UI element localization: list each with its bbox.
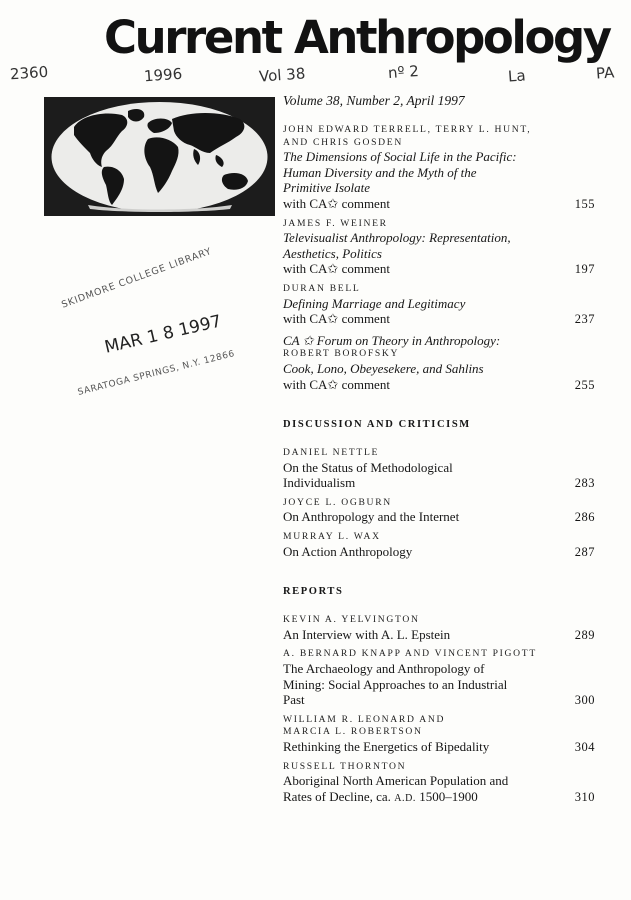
toc-entry (283, 714, 603, 756)
toc-author: ROBERT BOROFSKY (283, 348, 400, 360)
library-stamp-place: SARATOGA SPRINGS, N.Y. 12866 (76, 349, 236, 398)
handwritten-volume: Vol 38 (258, 64, 306, 86)
toc-title: An Interview with A. L. Epstein (283, 626, 451, 642)
journal-masthead: Current Anthropology (104, 11, 610, 64)
toc-entry (283, 531, 603, 560)
toc-page-number: 287 (574, 544, 595, 559)
handwritten-call-number: 2360 (9, 62, 49, 84)
toc-comment-note: with CA✩ comment (283, 311, 390, 327)
toc-author: DURAN BELL (283, 282, 361, 294)
toc-title: Individualism (283, 475, 356, 491)
toc-title: On Anthropology and the Internet (283, 509, 460, 525)
toc-author: JAMES F. WEINER (283, 217, 388, 229)
toc-entry (283, 761, 603, 807)
world-map-logo (44, 97, 275, 216)
toc-author: JOYCE L. OGBURN (283, 496, 392, 508)
section-heading-discussion: DISCUSSION AND CRITICISM (283, 419, 471, 431)
toc-author: JOHN EDWARD TERRELL, TERRY L. HUNT, (283, 124, 532, 135)
toc-title-line (283, 789, 478, 807)
toc-author: A. BERNARD KNAPP AND VINCENT PIGOTT (283, 648, 537, 660)
toc-title: On the Status of Methodological (283, 459, 453, 475)
toc-page-number: 300 (574, 693, 595, 708)
toc-title: Primitive Isolate (283, 180, 371, 196)
toc-author: MURRAY L. WAX (283, 531, 381, 543)
toc-entry (283, 447, 603, 492)
toc-title: Aboriginal North American Population and (283, 773, 509, 789)
toc-author: AND CHRIS GOSDEN (283, 136, 403, 148)
toc-title-part: 1500–1900 (416, 788, 478, 804)
toc-entry (283, 497, 603, 526)
forum-heading: CA ✩ Forum on Theory in Anthropology: (283, 332, 501, 348)
toc-author: MARCIA L. ROBERTSON (283, 726, 423, 738)
toc-entry (283, 218, 603, 278)
toc-comment-note: with CA✩ comment (283, 195, 390, 211)
library-stamp-date: MAR 1 8 1997 (102, 311, 224, 358)
handwritten-mark-pa: PA (595, 63, 615, 83)
toc-author: KEVIN A. YELVINGTON (283, 614, 420, 626)
toc-entry (283, 283, 603, 328)
toc-entry (283, 614, 603, 643)
library-stamp-name: SKIDMORE COLLEGE LIBRARY (60, 245, 214, 311)
toc-page-number: 304 (574, 740, 595, 754)
toc-title: Televisualist Anthropology: Representation, (283, 230, 511, 246)
toc-author: RUSSELL THORNTON (283, 760, 407, 772)
toc-comment-note: with CA✩ comment (283, 376, 390, 392)
toc-entry (283, 648, 603, 708)
toc-title: Rethinking the Energetics of Bipedality (283, 739, 490, 754)
toc-title: Past (283, 692, 305, 708)
toc-author: DANIEL NETTLE (283, 447, 380, 459)
toc-forum-entry (283, 333, 603, 393)
handwritten-mark-la: La (507, 66, 527, 86)
toc-comment-note: with CA✩ comment (283, 261, 390, 277)
toc-title: Aesthetics, Politics (283, 245, 382, 261)
handwritten-number: nº 2 (387, 61, 420, 83)
toc-title: On Action Anthropology (283, 543, 413, 559)
table-of-contents (283, 124, 603, 811)
toc-page-number: 283 (574, 476, 595, 491)
toc-page-number: 155 (574, 196, 595, 211)
toc-title: Mining: Social Approaches to an Industrial (283, 676, 508, 692)
issue-line: Volume 38, Number 2, April 1997 (283, 93, 465, 108)
toc-page-number: 255 (574, 377, 595, 392)
toc-title: Defining Marriage and Legitimacy (283, 295, 466, 311)
toc-title: Human Diversity and the Myth of the (283, 164, 477, 180)
toc-page-number: 237 (574, 312, 595, 327)
toc-page-number: 286 (574, 510, 595, 525)
toc-page-number: 289 (574, 627, 595, 642)
toc-author: WILLIAM R. LEONARD AND (283, 713, 446, 725)
toc-title-era: A.D. (394, 792, 417, 804)
section-heading-reports: REPORTS (283, 586, 344, 598)
toc-title-part: Rates of Decline, ca. (283, 788, 395, 804)
toc-title: Cook, Lono, Obeyesekere, and Sahlins (283, 360, 484, 376)
toc-title: The Archaeology and Anthropology of (283, 661, 485, 677)
toc-title: The Dimensions of Social Life in the Pacific: (283, 149, 517, 165)
toc-page-number: 310 (574, 789, 595, 804)
toc-page-number: 197 (574, 262, 595, 277)
toc-entry (283, 124, 603, 213)
handwritten-year: 1996 (143, 64, 183, 86)
